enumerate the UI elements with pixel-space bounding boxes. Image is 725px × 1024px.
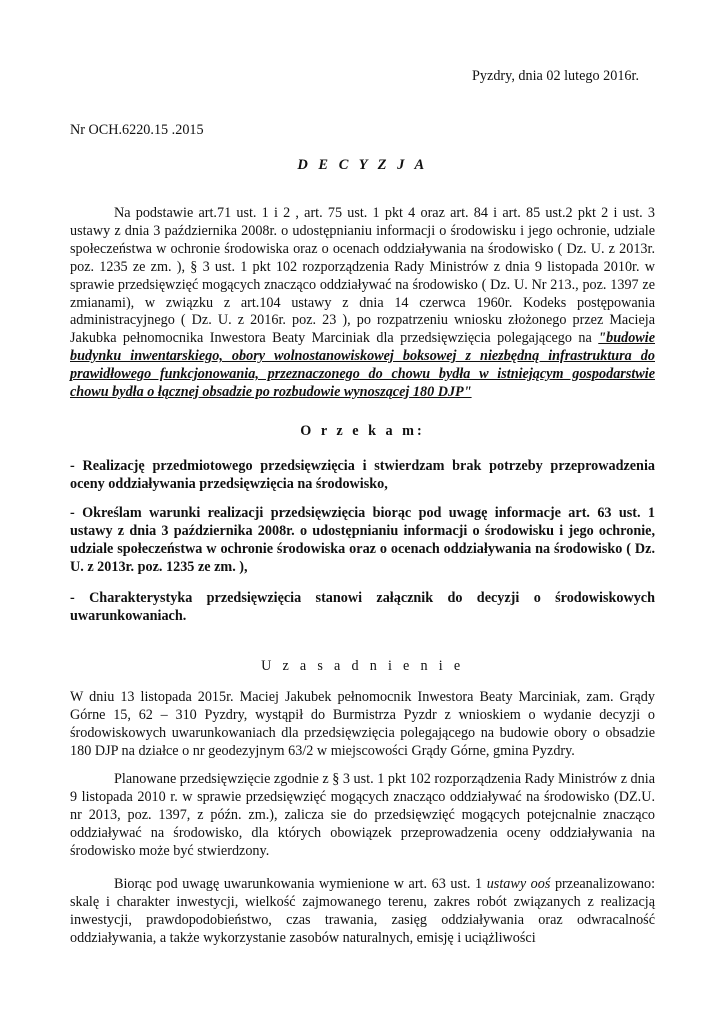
legal-basis-paragraph: [70, 205, 655, 402]
justification-paragraph-2: Planowane przedsięwzięcie zgodnie z § 3 ust. 1 pkt 102 rozporządzenia Rady Ministrów z dnia 9 listopada 2010 r. w sprawie przedsięwzięć mogących znacząco oddziaływać na środowisko (DZ.U. nr 2013, poz. 1397, z późn. zm.), zalicza sie do przedsięwzięć mogących potejcnalnie znacząco oddziaływać na środowisko, dla których obowiązek przeprowadzenia oceny oddziaływania na środowisko może być stwierdzony.: [70, 771, 655, 859]
ruling-heading: O r z e k a m:: [300, 423, 425, 439]
case-number: Nr OCH.6220.15 .2015: [70, 122, 204, 138]
justification-paragraph-3-end: przeanalizowano: skalę i charakter inwestycji, wielkość zajmowanego terenu, zakres robót związanych z realizacją inwestycji, prawdopodobieństwo, czas trawania, zasięg oddziaływania oraz odwracalność oddziaływania, a także wykorzystanie zasobów naturalnych, emisję i uciążliwości: [70, 876, 656, 946]
project-title: "budowie budynku inwentarskiego, obory wolnostanowiskowej boksowej z niezbędną infrastruktura do prawidłowego funkcjonowania, przeznaczonego do chowu bydła w istniejącym gospodarstwie chowu bydła o łącznej obsadzie po rozbudowie wynoszącej 180 DJP": [70, 330, 655, 401]
justification-heading: U z a s a d n i e n i e: [261, 658, 464, 674]
legal-basis-text: Na podstawie art.71 ust. 1 i 2 , art. 75 ust. 1 pkt 4 oraz art. 84 i art. 85 ust.2 pkt 2 i ust. 3 ustawy z dnia 3 października 2008r. o udostępnianiu informacji o środowisku i jego ochronie, udziale społeczeństwa w ochronie środowiska oraz o ocenach oddziaływania na środowisko ( Dz. U. z 2013r. poz. 1235 ze zm. ), § 3 ust. 1 pkt 102 rozporządzenia Rady Ministrów z dnia 9 listopada 2010r. w sprawie przedsięwzięć mogących znacząco oddziaływać na środowisko ( Dz. U. Nr 213., poz. 1397 ze zmianami), w związku z art.104 ustawy z dnia 14 czerwca 1960r. Kodeks postępowania administracyjnego ( Dz. U. z 2016r. poz. 23 ), po rozpatrzeniu wniosku złożonego przez Macieja Jakubka pełnomocnika Inwestora Beaty Marciniak dla przedsięwzięcia polegającego na: [70, 205, 655, 347]
ruling-item-3: - Charakterystyka przedsięwzięcia stanowi załącznik do decyzji o środowiskowych uwarunkowaniach.: [70, 590, 655, 624]
ruling-item-2: - Określam warunki realizacji przedsięwzięcia biorąc pod uwagę informacje art. 63 ust. 1 ustawy z dnia 3 października 2008r. o udostępnianiu informacji o środowisku i jego ochronie, udziale społeczeństwa w ochronie środowiska oraz o ocenach oddziaływania na środowisko ( Dz. U. z 2013r. poz. 1235 ze zm. ),: [70, 505, 655, 575]
ruling-item-1: - Realizację przedmiotowego przedsięwzięcia i stwierdzam brak potrzeby przeprowadzenia oceny oddziaływania przedsięwzięcia na środowisko,: [70, 458, 655, 492]
act-abbreviation: ustawy ooś: [486, 876, 551, 892]
justification-paragraph-1: W dniu 13 listopada 2015r. Maciej Jakubek pełnomocnik Inwestora Beaty Marciniak, zam. Grądy Górne 15, 62 – 310 Pyzdry, wystąpił do Burmistrza Pyzdr z wnioskiem o wydanie decyzji o środowiskowych uwarunkowaniach dla przedsięwzięcia polegającego na budowie obory o obsadzie 180 DJP na działce o nr geodezyjnym 63/2 w miejscowości Grądy Górne, gmina Pyzdry.: [70, 689, 655, 759]
justification-paragraph-3-start: Biorąc pod uwagę uwarunkowania wymienione w art. 63 ust. 1: [114, 876, 487, 892]
justification-paragraph-3: [70, 876, 655, 948]
place-date: Pyzdry, dnia 02 lutego 2016r.: [472, 68, 639, 84]
decision-title: D E C Y Z J A: [297, 157, 428, 173]
